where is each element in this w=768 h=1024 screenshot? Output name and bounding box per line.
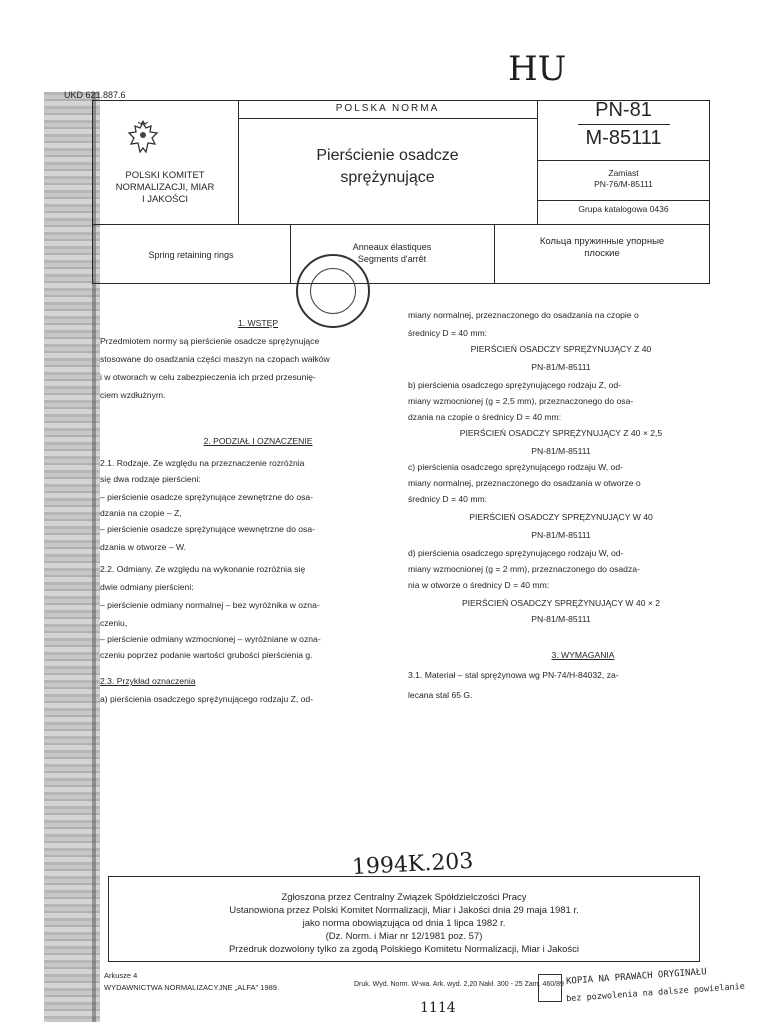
- body-line: 2.3. Przykład oznaczenia: [100, 676, 196, 686]
- replace-cell-rule: [537, 200, 710, 201]
- committee-line-1: POLSKI KOMITET: [125, 170, 205, 181]
- footer-line-5: Przedruk dozwolony tylko za zgodą Polskiego Komitetu Normalizacji, Miar i Jakości: [228, 944, 580, 955]
- norm-code-line-1: PN-81: [595, 99, 652, 121]
- print-info: Druk. Wyd. Norm. W-wa. Ark. wyd. 2,20 Nakł. 300 - 25 Zam. 460/89: [354, 981, 564, 988]
- body-line: średnicy D = 40 mm:: [408, 494, 488, 504]
- body-line: – pierścienie odmiany wzmocnionej – wyróżniane w ozna-: [100, 634, 321, 644]
- publisher-line: WYDAWNICTWA NORMALIZACYJNE „ALFA" 1989.: [104, 983, 280, 992]
- designation-line: PN-81/M-85111: [531, 530, 591, 540]
- body-line: a) pierścienia osadczego sprężynującego rodzaju Z, od-: [100, 694, 314, 704]
- catalog-group: Grupa katalogowa 0436: [578, 204, 669, 214]
- section-heading: 2. PODZIAŁ I OZNACZENIE: [203, 436, 313, 446]
- polish-eagle-emblem-icon: [126, 120, 160, 158]
- norm-code-line-2: M-85111: [585, 127, 662, 149]
- body-line: czeniu poprzez podanie wartości grubości pierścienia g.: [100, 650, 313, 660]
- body-line: – pierścienie odmiany normalnej – bez wyróżnika w ozna-: [100, 600, 320, 610]
- copy-stamp-line-1: KOPIA NA PRAWACH ORYGINAŁU: [565, 967, 708, 987]
- norm-code-underline: [578, 124, 670, 125]
- document-title-line-2: sprężynujące: [340, 169, 435, 186]
- section-heading: 1. WSTĘP: [237, 318, 279, 328]
- handwritten-bottom-number: 1994K.203: [351, 848, 474, 881]
- copy-stamp-box: [538, 974, 562, 1002]
- title-russian-line-1: Кольца пружинные упорные: [539, 236, 665, 247]
- designation-line: PIERŚCIEŃ OSADCZY SPRĘŻYNUJĄCY Z 40: [470, 344, 652, 354]
- header-row-rule: [92, 224, 710, 225]
- designation-line: PIERŚCIEŃ OSADCZY SPRĘŻYNUJĄCY W 40 × 2: [461, 598, 661, 608]
- body-line: 2.2. Odmiany. Ze względu na wykonanie rozróżnia się: [100, 564, 306, 574]
- footer-line-3: jako norma obowiązująca od dnia 1 lipca 1982 r.: [302, 918, 506, 929]
- body-line: ciem wzdłużnym.: [100, 390, 166, 400]
- committee-line-3: I JAKOŚCI: [142, 194, 188, 205]
- body-line: dzania na czopie o średnicy D = 40 mm:: [408, 412, 562, 422]
- title-french-line-2: Segments d'arrêt: [357, 254, 427, 264]
- designation-line: PN-81/M-85111: [531, 362, 591, 372]
- handwritten-bottom-mark: 1114: [420, 1000, 456, 1016]
- body-line: miany wzmocnionej (g = 2 mm), przeznaczonego do osadza-: [408, 564, 640, 574]
- committee-line-2: NORMALIZACJI, MIAR: [115, 182, 215, 193]
- section-heading: 3. WYMAGANIA: [551, 650, 615, 660]
- body-line: miany normalnej, przeznaczonego do osadzania w otworze o: [408, 478, 641, 488]
- footer-line-4: (Dz. Norm. i Miar nr 12/1981 poz. 57): [325, 931, 483, 942]
- copy-stamp-line-2: bez pozwolenia na dalsze powielanie: [565, 981, 746, 1005]
- body-line: czeniu,: [100, 618, 128, 628]
- body-line: 2.1. Rodzaje. Ze względu na przeznaczenie rozróżnia: [100, 458, 305, 468]
- title-english: Spring retaining rings: [148, 250, 234, 260]
- footer-line-1: Zgłoszona przez Centralny Związek Spółdzielczości Pracy: [281, 892, 527, 903]
- body-line: się dwa rodzaje pierścieni:: [100, 474, 201, 484]
- designation-line: PIERŚCIEŃ OSADCZY SPRĘŻYNUJĄCY Z 40 × 2,5: [459, 428, 663, 438]
- body-line: d) pierścienia osadczego sprężynującego rodzaju W, od-: [408, 548, 624, 558]
- footer-line-2: Ustanowiona przez Polski Komitet Normalizacji, Miar i Jakości dnia 29 maja 1981 r.: [229, 905, 579, 916]
- udc-code: UKD 621.887.6: [64, 90, 126, 100]
- designation-line: PN-81/M-85111: [531, 446, 591, 456]
- body-line: 3.1. Materiał – stal sprężynowa wg PN-74/H-84032, za-: [408, 670, 619, 680]
- designation-line: PIERŚCIEŃ OSADCZY SPRĘŻYNUJĄCY W 40: [469, 512, 653, 522]
- replaces-value: PN-76/M-85111: [594, 179, 653, 189]
- title-french-line-1: Anneaux élastiques: [352, 242, 432, 252]
- document-title-line-1: Pierścienie osadcze: [316, 147, 459, 164]
- body-line: c) pierścienia osadczego sprężynującego rodzaju W, od-: [408, 462, 623, 472]
- designation-line: PN-81/M-85111: [531, 614, 591, 624]
- norm-label-rule: [238, 118, 537, 119]
- body-line: nia w otworze o średnicy D = 40 mm:: [408, 580, 550, 590]
- title-russian-line-2: плоские: [584, 248, 620, 259]
- body-line: lecana stal 65 G.: [408, 690, 473, 700]
- body-line: b) pierścienia osadczego sprężynującego rodzaju Z, od-: [408, 380, 622, 390]
- body-line: miany wzmocnionej (g = 2,5 mm), przeznaczonego do osa-: [408, 396, 634, 406]
- norm-label: POLSKA NORMA: [335, 103, 440, 114]
- code-cell-rule: [537, 160, 710, 161]
- library-seal: [296, 254, 370, 328]
- body-line: dzania w otworze – W.: [100, 542, 186, 552]
- body-line: średnicy D = 40 mm:: [408, 328, 488, 338]
- body-line: – pierścienie osadcze sprężynujące zewnętrzne do osa-: [100, 492, 314, 502]
- body-line: stosowane do osadzania części maszyn na czopach wałków: [100, 354, 330, 364]
- page-count: Arkusze 4: [104, 971, 138, 980]
- body-line: – pierścienie osadcze sprężynujące wewnętrzne do osa-: [100, 524, 315, 534]
- replaces-label: Zamiast: [608, 168, 639, 178]
- body-line: dzania na czopie – Z,: [100, 508, 182, 518]
- handwritten-top-mark: HU: [508, 49, 567, 89]
- body-line: dwie odmiany pierścieni:: [100, 582, 194, 592]
- body-line: i w otworach w celu zabezpieczenia ich przed przesunię-: [100, 372, 316, 382]
- body-line: miany normalnej, przeznaczonego do osadzania na czopie o: [408, 310, 639, 320]
- body-line: Przedmiotem normy są pierścienie osadcze sprężynujące: [100, 336, 320, 346]
